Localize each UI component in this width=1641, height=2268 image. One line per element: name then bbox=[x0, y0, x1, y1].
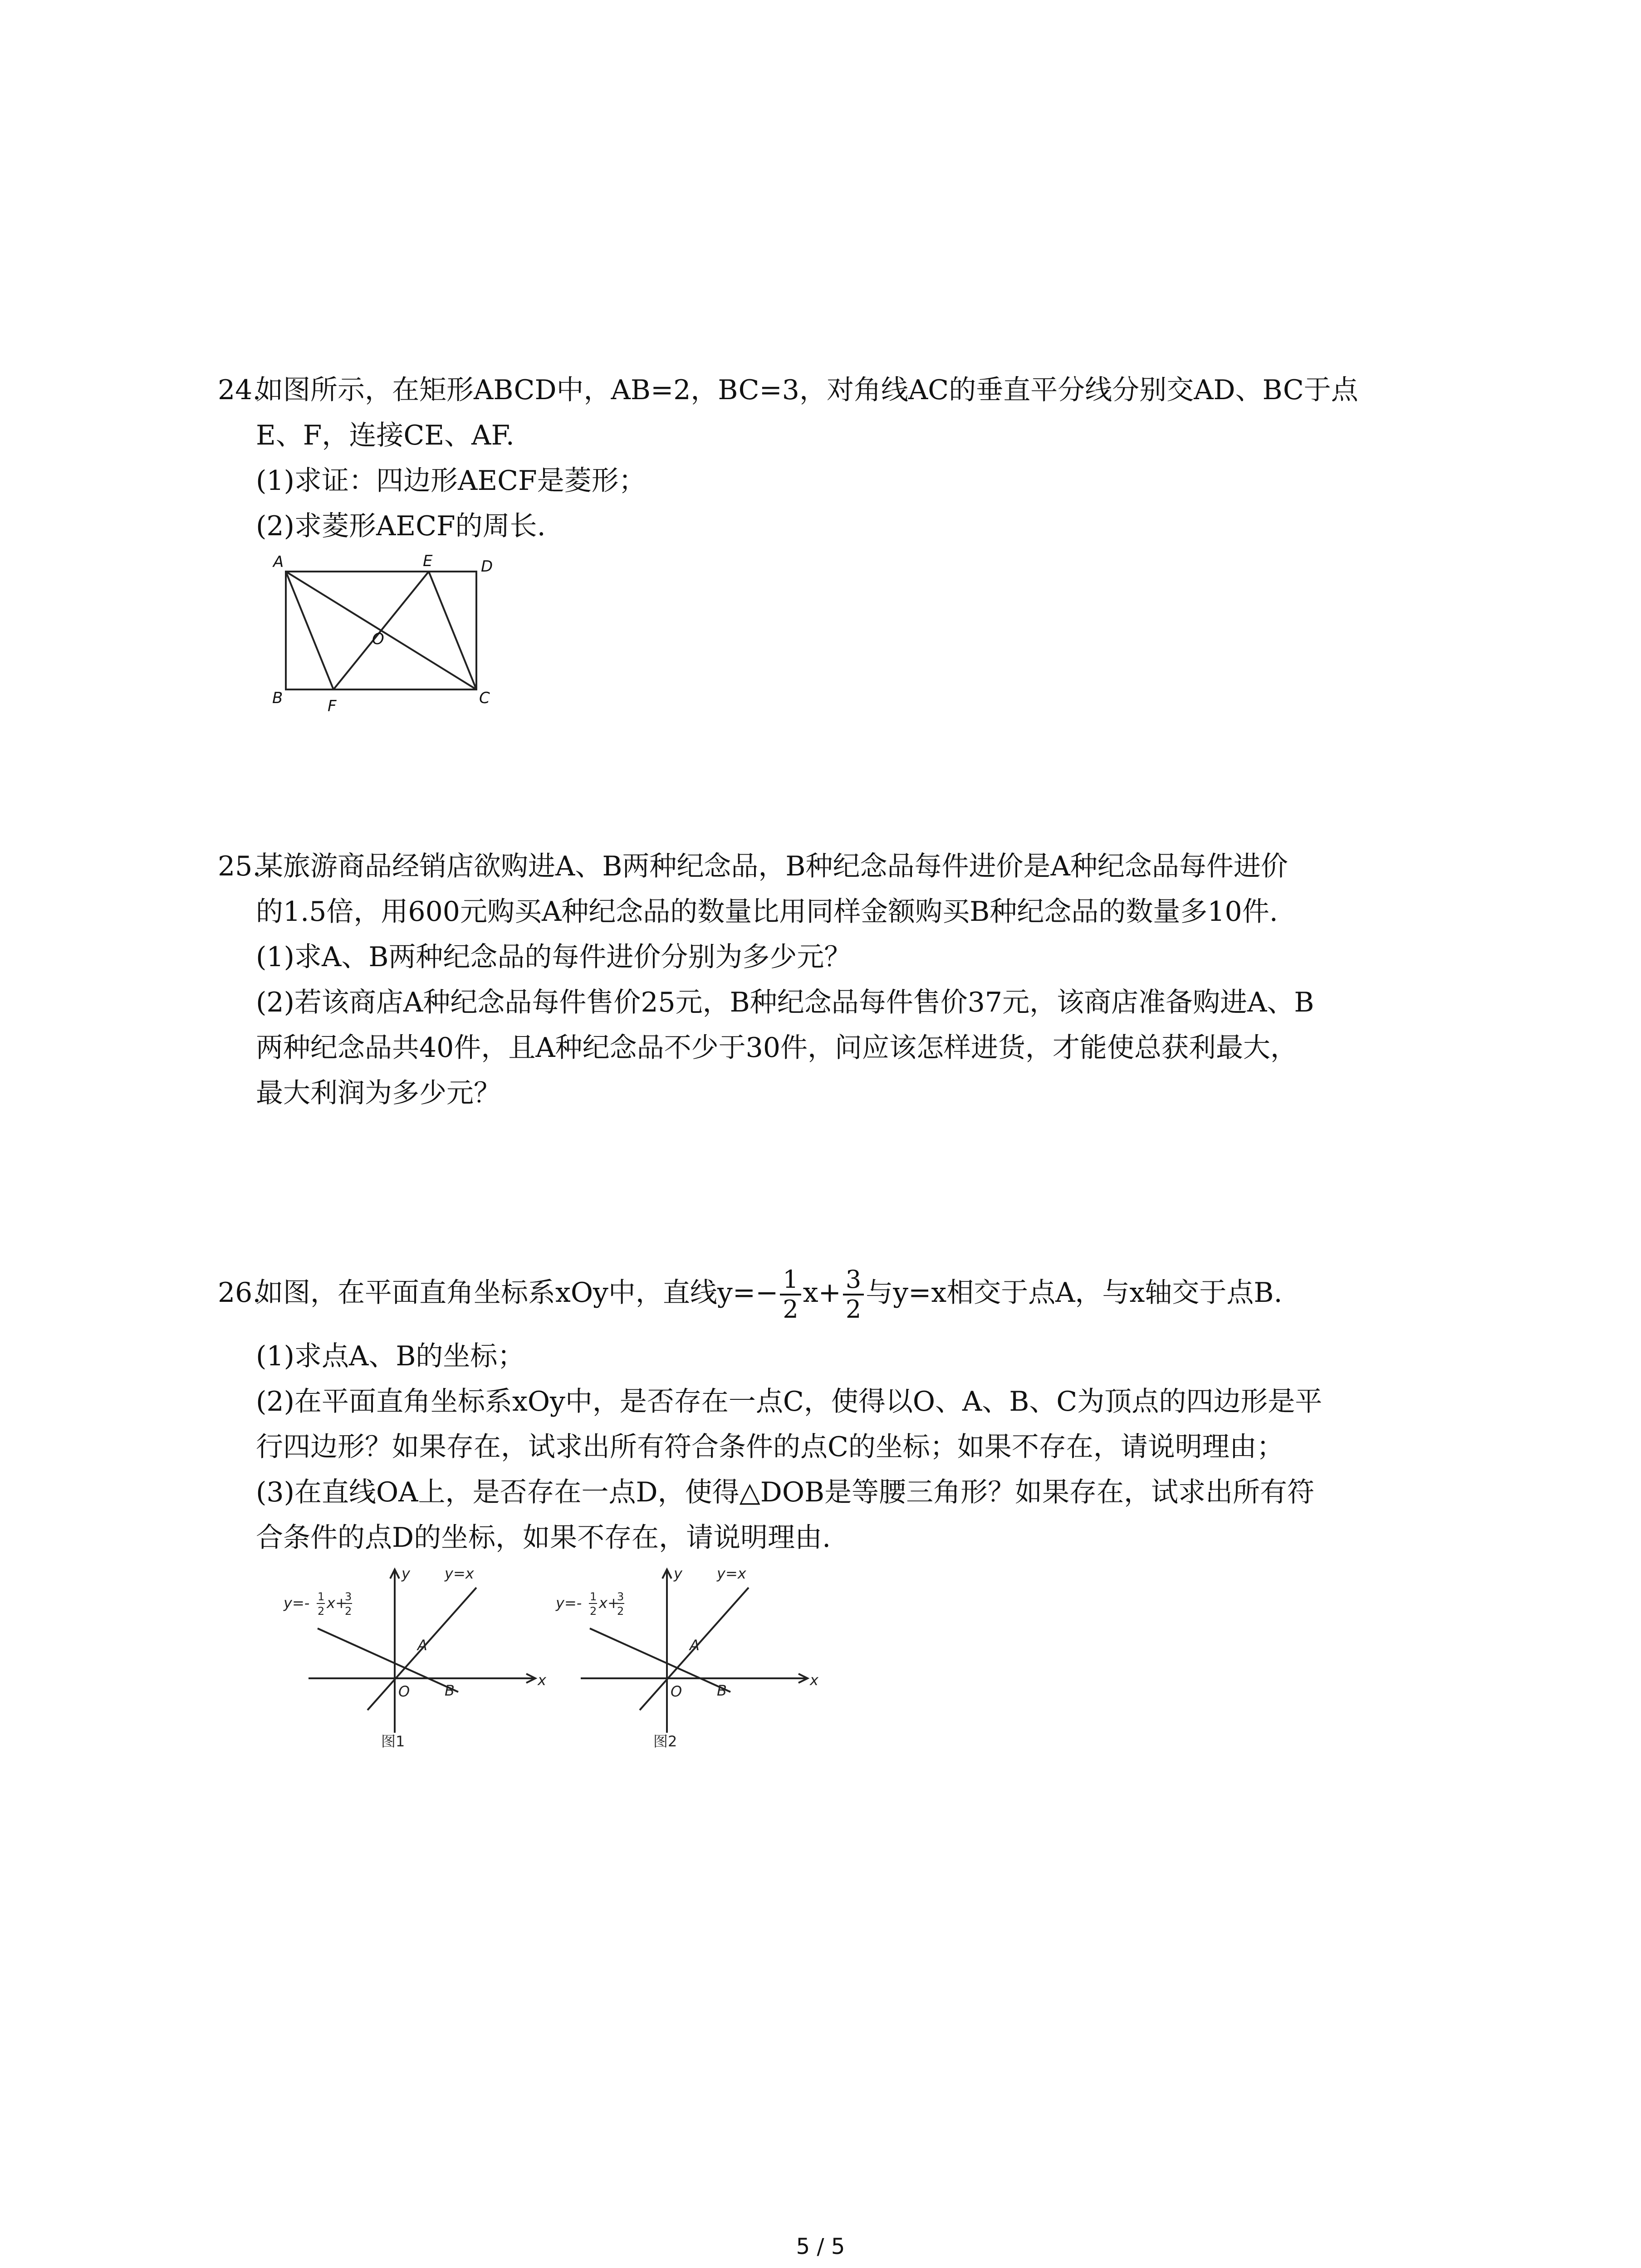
sub-question-2: (2)求菱形AECF的周长. bbox=[256, 510, 546, 542]
denominator: 2 bbox=[783, 1295, 798, 1324]
question-text-line: 的1.5倍，用600元购买A种纪念品的数量比用同样金额购买B种纪念品的数量多10件. bbox=[256, 896, 1278, 928]
denominator: 2 bbox=[845, 1295, 862, 1324]
question-number: 25. bbox=[218, 850, 261, 882]
line-label-text: x+ bbox=[327, 1594, 348, 1612]
text-segment: 如图，在平面直角坐标系xOy中，直线y=− bbox=[256, 1277, 779, 1309]
origin-label: O bbox=[671, 1683, 682, 1700]
figure-caption: 图2 bbox=[653, 1733, 677, 1750]
fraction-denominator: 2 bbox=[345, 1605, 352, 1618]
question-text-line: 如图所示，在矩形ABCD中，AB=2，BC=3，对角线AC的垂直平分线分别交AD、BC于点 bbox=[256, 374, 1358, 406]
question-24 bbox=[218, 372, 1452, 717]
figure-caption: 图1 bbox=[381, 1733, 405, 1750]
page-number: 5 / 5 bbox=[796, 2234, 845, 2259]
point-b-label: B bbox=[717, 1682, 727, 1699]
label-e: E bbox=[423, 552, 433, 570]
coordinate-figure-1 bbox=[281, 1560, 544, 1751]
coordinate-figure-2 bbox=[554, 1560, 817, 1751]
question-text-line: 最大利润为多少元？ bbox=[256, 1077, 501, 1109]
point-a-label: A bbox=[417, 1637, 427, 1654]
question-number: 24. bbox=[218, 374, 261, 406]
label-o: O bbox=[372, 630, 384, 648]
point-b-label: B bbox=[445, 1682, 455, 1699]
rectangle-figure bbox=[272, 553, 508, 717]
sub-question-1: (1)求证：四边形AECF是菱形； bbox=[256, 465, 646, 497]
line-label-text: y=- bbox=[556, 1594, 582, 1612]
sub-question-1: (1)求A、B两种纪念品的每件进价分别为多少元？ bbox=[256, 941, 852, 973]
text-segment: 与y=x相交于点A，与x轴交于点B. bbox=[866, 1277, 1283, 1309]
fraction-denominator: 2 bbox=[318, 1605, 325, 1618]
fraction bbox=[843, 1266, 864, 1324]
numerator: 1 bbox=[780, 1266, 801, 1295]
label-d: D bbox=[481, 557, 493, 576]
label-c: C bbox=[479, 689, 490, 707]
line-y-neg-half-x bbox=[318, 1628, 458, 1692]
line-label-y-equals-x: y=x bbox=[445, 1565, 474, 1582]
question-25 bbox=[218, 848, 1452, 1120]
origin-label: O bbox=[398, 1683, 410, 1700]
fraction-numerator: 3 bbox=[617, 1590, 624, 1603]
question-number: 26. bbox=[218, 1277, 261, 1309]
label-b: B bbox=[272, 689, 283, 707]
question-text-line: 某旅游商品经销店欲购进A、B两种纪念品，B种纪念品每件进价是A种纪念品每件进价 bbox=[256, 850, 1288, 882]
line-label-text: x+ bbox=[599, 1594, 620, 1612]
fraction-denominator: 2 bbox=[617, 1605, 624, 1618]
segment-af bbox=[286, 572, 333, 689]
text-segment: x+ bbox=[803, 1277, 841, 1309]
x-axis-label: x bbox=[538, 1672, 546, 1689]
fraction bbox=[780, 1266, 801, 1324]
line-y-neg-half-x bbox=[590, 1628, 730, 1692]
sub-question-1: (1)求点A、B的坐标； bbox=[256, 1340, 525, 1372]
question-text-line: 两种纪念品共40件，且A种纪念品不少于30件，问应该怎样进货，才能使总获利最大， bbox=[256, 1032, 1298, 1064]
line-label-text: y=- bbox=[284, 1594, 310, 1612]
question-text-line bbox=[256, 1261, 1283, 1325]
y-axis-label: y bbox=[674, 1565, 682, 1582]
sub-question-2: (2)在平面直角坐标系xOy中，是否存在一点C，使得以O、A、B、C为顶点的四边形是平 bbox=[256, 1386, 1323, 1418]
label-f: F bbox=[328, 697, 337, 715]
question-text-line: 合条件的点D的坐标，如果不存在，请说明理由. bbox=[256, 1522, 831, 1554]
fraction-denominator: 2 bbox=[590, 1605, 597, 1618]
line-label-y-equals-x: y=x bbox=[717, 1565, 746, 1582]
question-text-line: E、F，连接CE、AF. bbox=[256, 420, 514, 451]
sub-question-3: (3)在直线OA上，是否存在一点D，使得△DOB是等腰三角形？如果存在，试求出所有符 bbox=[256, 1476, 1315, 1508]
segment-ec bbox=[429, 572, 476, 689]
question-text-line: 行四边形？如果存在，试求出所有符合条件的点C的坐标；如果不存在，请说明理由； bbox=[256, 1431, 1284, 1463]
question-26 bbox=[218, 1261, 1452, 1787]
fraction-numerator: 1 bbox=[590, 1590, 597, 1603]
sub-question-2: (2)若该商店A种纪念品每件售价25元，B种纪念品每件售价37元，该商店准备购进A、B bbox=[256, 987, 1314, 1018]
x-axis-label: x bbox=[810, 1672, 818, 1689]
fraction-numerator: 1 bbox=[318, 1590, 325, 1603]
label-a: A bbox=[273, 553, 284, 571]
point-a-label: A bbox=[690, 1637, 700, 1654]
numerator: 3 bbox=[843, 1266, 864, 1295]
y-axis-label: y bbox=[402, 1565, 410, 1582]
fraction-numerator: 3 bbox=[345, 1590, 352, 1603]
